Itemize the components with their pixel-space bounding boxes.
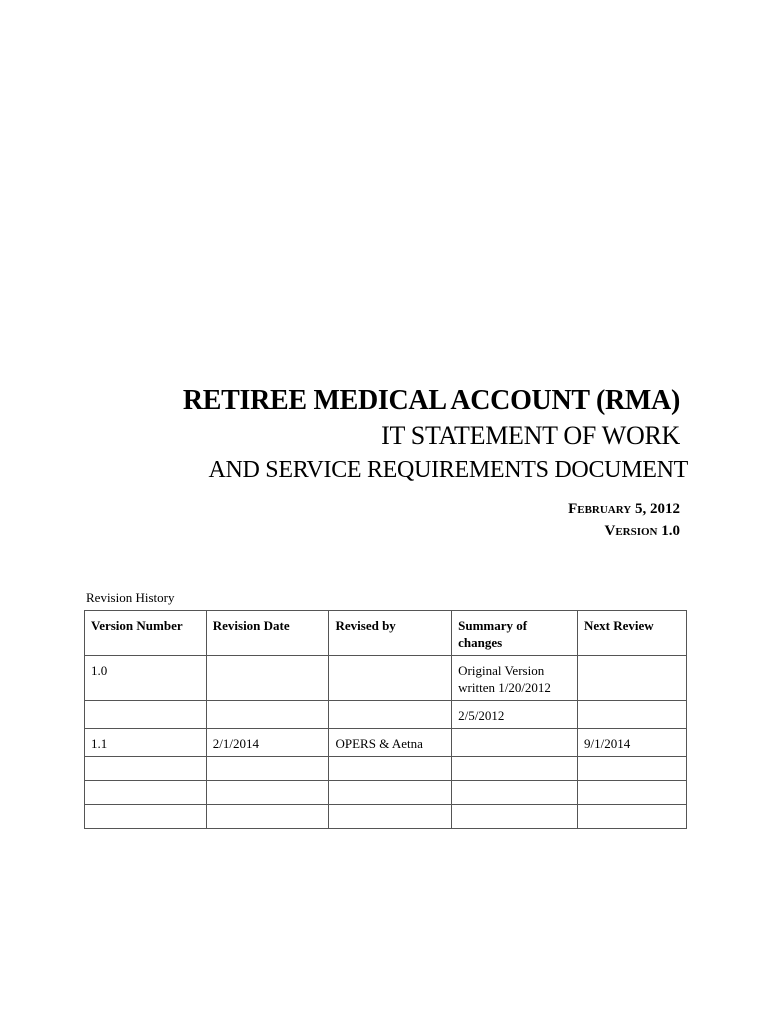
header-revision-date: Revision Date xyxy=(206,611,329,656)
cell-revised-by: OPERS & Aetna xyxy=(329,729,452,757)
cell-version-number: 1.1 xyxy=(85,729,207,757)
table-header-row xyxy=(85,611,687,656)
revision-history-label: Revision History xyxy=(86,590,175,605)
cell-version-number xyxy=(85,805,207,829)
table-row xyxy=(85,805,687,829)
cell-next-review xyxy=(577,781,686,805)
table-row xyxy=(85,656,687,701)
cell-version-number xyxy=(85,757,207,781)
document-title xyxy=(80,383,688,487)
cell-next-review xyxy=(577,701,686,729)
header-revised-by: Revised by xyxy=(329,611,452,656)
cell-revision-date: 2/1/2014 xyxy=(206,729,329,757)
title-line-1: RETIREE MEDICAL ACCOUNT (RMA) xyxy=(182,385,680,416)
header-summary-of-changes: Summary of changes xyxy=(452,611,578,656)
cell-next-review xyxy=(577,805,686,829)
header-version-number: Version Number xyxy=(85,611,207,656)
cell-version-number: 1.0 xyxy=(85,656,207,701)
cell-revised-by xyxy=(329,757,452,781)
cell-revised-by xyxy=(329,656,452,701)
table-row xyxy=(85,701,687,729)
cell-next-review: 9/1/2014 xyxy=(577,729,686,757)
table-row xyxy=(85,757,687,781)
cell-revision-date xyxy=(206,757,329,781)
title-line-3: AND SERVICE REQUIREMENTS DOCUMENT xyxy=(208,457,688,483)
cell-next-review xyxy=(577,656,686,701)
cell-summary xyxy=(452,757,578,781)
cell-summary: 2/5/2012 xyxy=(452,701,578,729)
cell-summary: Original Version written 1/20/2012 xyxy=(452,656,578,701)
cell-version-number xyxy=(85,781,207,805)
header-next-review: Next Review xyxy=(577,611,686,656)
table-row xyxy=(85,781,687,805)
cell-summary xyxy=(452,781,578,805)
revision-history-table xyxy=(84,610,687,829)
document-date: February 5, 2012 xyxy=(568,501,680,517)
document-version: Version 1.0 xyxy=(604,523,680,539)
cell-summary xyxy=(452,805,578,829)
cell-revision-date xyxy=(206,781,329,805)
title-line-2: IT STATEMENT OF WORK xyxy=(381,421,680,450)
cell-revision-date xyxy=(206,701,329,729)
cell-revised-by xyxy=(329,805,452,829)
cell-revised-by xyxy=(329,781,452,805)
cell-summary xyxy=(452,729,578,757)
cell-revision-date xyxy=(206,805,329,829)
cell-version-number xyxy=(85,701,207,729)
table-row xyxy=(85,729,687,757)
cell-revised-by xyxy=(329,701,452,729)
date-version-block xyxy=(568,498,680,542)
cell-next-review xyxy=(577,757,686,781)
cell-revision-date xyxy=(206,656,329,701)
